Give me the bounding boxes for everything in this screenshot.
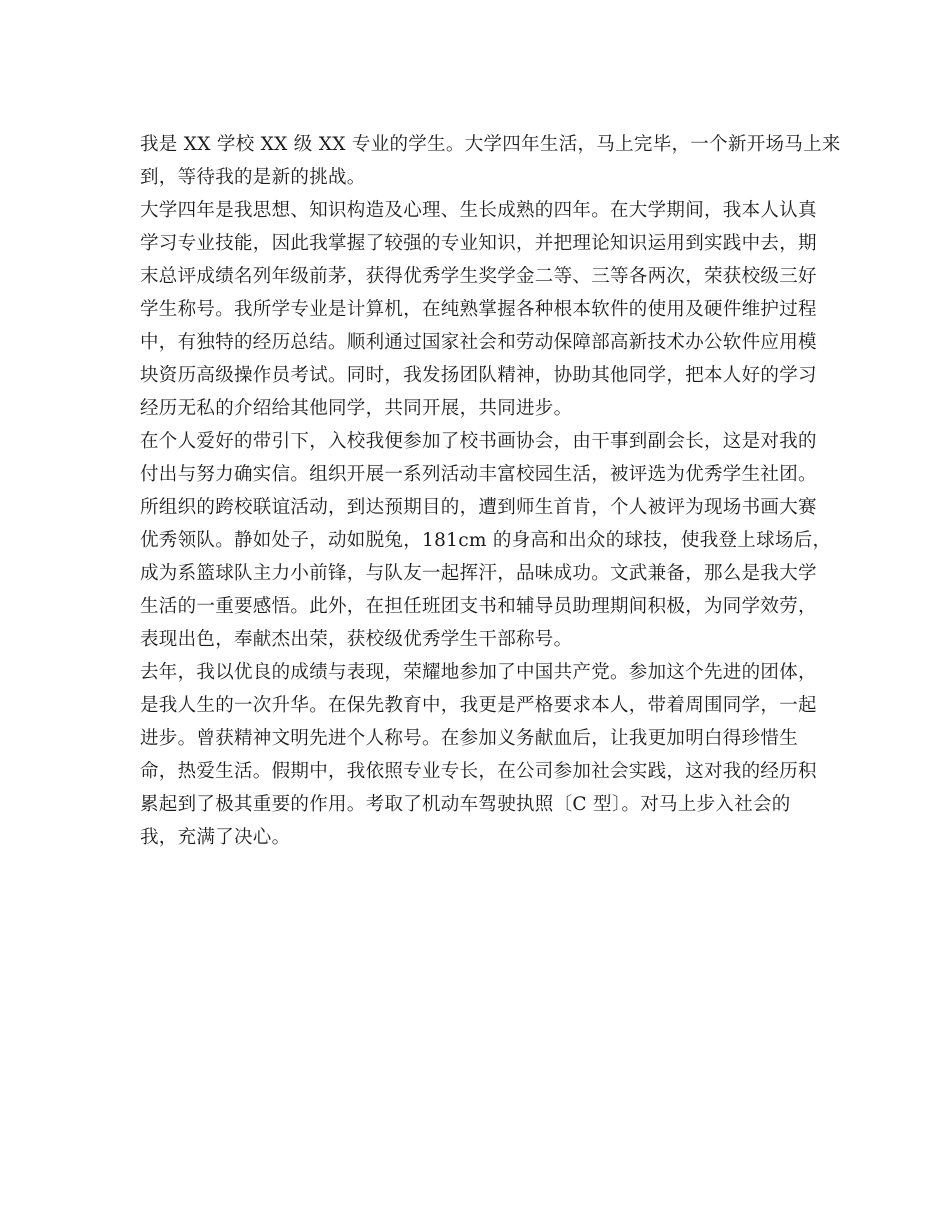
text-line: 去年，我以优良的成绩与表现，荣耀地参加了中国共产党。参加这个先进的团体， xyxy=(140,662,817,683)
text-line: 学生称号。我所学专业是计算机，在纯熟掌握各种根本软件的使用及硬件维护过程 xyxy=(140,299,817,320)
text-line: 生活的一重要感悟。此外，在担任班团支书和辅导员助理期间积极，为同学效劳， xyxy=(140,596,817,617)
document-body xyxy=(140,128,841,854)
text-line: 中，有独特的经历总结。顺利通过国家社会和劳动保障部高新技术办公软件应用模 xyxy=(140,332,817,353)
text-line: 大学四年是我思想、知识构造及心理、生长成熟的四年。在大学期间，我本人认真 xyxy=(140,200,817,221)
paragraph-2 xyxy=(140,194,817,425)
text-line: 命，热爱生活。假期中，我依照专业专长，在公司参加社会实践，这对我的经历积 xyxy=(140,761,817,782)
text-line: 累起到了极其重要的作用。考取了机动车驾驶执照〔C 型〕。对马上步入社会的 xyxy=(140,794,791,815)
text-line: 在个人爱好的带引下，入校我便参加了校书画协会，由干事到副会长，这是对我的 xyxy=(140,431,817,452)
text-line: 我是 XX 学校 XX 级 XX 专业的学生。大学四年生活，马上完毕，一个新开场马上来 xyxy=(140,134,841,155)
paragraph-3 xyxy=(140,425,832,656)
text-line: 末总评成绩名列年级前茅，获得优秀学生奖学金二等、三等各两次，荣获校级三好 xyxy=(140,266,817,287)
text-line: 学习专业技能，因此我掌握了较强的专业知识，并把理论知识运用到实践中去，期 xyxy=(140,233,817,254)
text-line: 我，充满了决心。 xyxy=(140,827,291,848)
text-line: 优秀领队。静如处子，动如脱兔，181cm 的身高和出众的球技，使我登上球场后， xyxy=(140,530,832,551)
text-line: 到，等待我的是新的挑战。 xyxy=(140,167,366,188)
text-line: 付出与努力确实信。组织开展一系列活动丰富校园生活，被评选为优秀学生社团。 xyxy=(140,464,817,485)
text-line: 表现出色，奉献杰出荣，获校级优秀学生干部称号。 xyxy=(140,629,573,650)
paragraph-1 xyxy=(140,128,841,194)
text-line: 进步。曾获精神文明先进个人称号。在参加义务献血后，让我更加明白得珍惜生 xyxy=(140,728,799,749)
text-line: 所组织的跨校联谊活动，到达预期目的，遭到师生首肯，个人被评为现场书画大赛 xyxy=(140,497,817,518)
text-line: 经历无私的介绍给其他同学，共同开展，共同进步。 xyxy=(140,398,573,419)
text-line: 块资历高级操作员考试。同时，我发扬团队精神，协助其他同学，把本人好的学习 xyxy=(140,365,817,386)
text-line: 成为系篮球队主力小前锋，与队友一起挥汗，品味成功。文武兼备，那么是我大学 xyxy=(140,563,817,584)
text-line: 是我人生的一次升华。在保先教育中，我更是严格要求本人，带着周围同学，一起 xyxy=(140,695,817,716)
paragraph-4 xyxy=(140,656,817,854)
